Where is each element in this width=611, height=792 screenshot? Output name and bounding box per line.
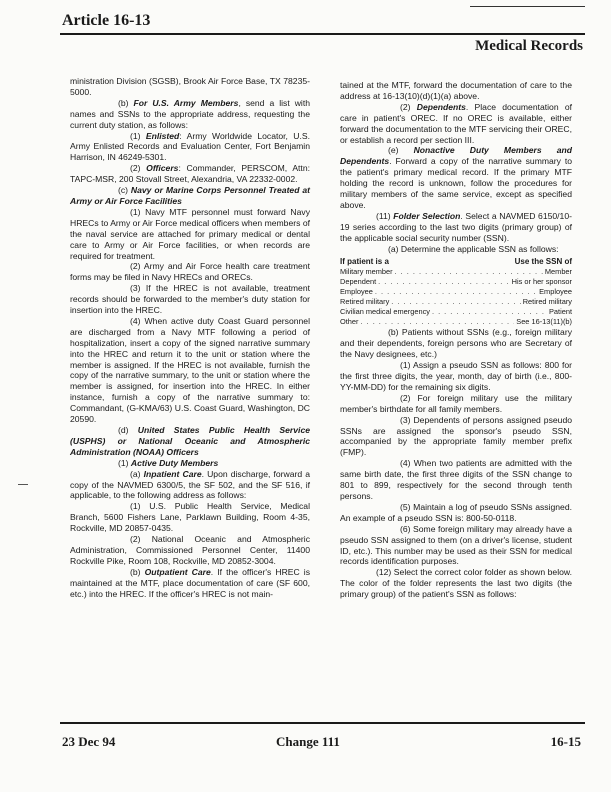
page-number: 16-15 <box>550 734 581 749</box>
right-column <box>340 80 572 600</box>
paragraph: (2) National Oceanic and Atmospheric Administration, Commissioned Personnel Center, 11400 Rockville Pike, Room 108, Rockville, MD 20852-3004. <box>70 534 310 566</box>
footer-rule <box>60 722 585 724</box>
ssn-cell-left: Other <box>340 317 359 327</box>
para-number: (c) <box>118 185 131 196</box>
ssn-row <box>340 317 572 327</box>
para-number: (b) <box>118 97 134 108</box>
para-number: (d) <box>118 425 138 435</box>
ssn-header-left: If patient is a <box>340 256 389 266</box>
ssn-cell-right: Retired military <box>522 297 572 307</box>
para-text: . Forward a copy of the narrative summary to the patient's primary medical record. If the primary MTF holding the record is unknown, follow the procedures for military members of the same service, except as specified above. <box>340 156 572 210</box>
para-number: (1) <box>130 130 146 141</box>
para-text: . Place documentation of care in patient's OREC. If no OREC is available, either forward the documentation to the MTF servicing their OREC, or establish a record per section III. <box>340 101 573 145</box>
paragraph <box>70 185 310 207</box>
para-heading: Navy or Marine Corps Personnel Treated at Army or Air Force Facilities <box>70 185 310 206</box>
ssn-row <box>340 307 572 317</box>
para-number: (a) <box>130 468 144 479</box>
para-text: : Army Worldwide Locator, U.S. Army Enlisted Records and Evaluation Center, Fort Benjamin Harrison, IN 46249-5301. <box>70 130 311 163</box>
para-number: (e) <box>388 145 414 156</box>
paragraph: (4) When active duty Coast Guard personnel are discharged from a Navy MTF following a period of hospitalization, insert a copy of the signed narrative summary into the HREC and return it to the unit or station where the member is assigned. If the HREC is not available, furnish the copy of the narrative summary, to the unit or station where the member is assigned, for insertion into the HREC. In either instance, furnish a copy of the narrative summary to: Commandant, (G-KMA/63) U.S. Coast Guard, Washington, DC 20590. <box>70 315 310 425</box>
paragraph <box>70 98 310 131</box>
paragraph <box>340 211 572 244</box>
para-number: (1) <box>118 457 131 468</box>
para-heading: United States Public Health Service (USPHS) or National Oceanic and Atmospheric Administration (NOAA) Officers <box>70 425 311 457</box>
ssn-cell-left: Retired military <box>340 297 390 307</box>
leader-dots <box>375 287 537 297</box>
para-heading: Inpatient Care <box>143 468 202 479</box>
leader-dots <box>432 307 547 317</box>
paragraph: (2) Army and Air Force health care treatment forms may be filed in Navy HRECs and ORECs. <box>70 261 310 283</box>
margin-mark <box>18 484 28 485</box>
para-text: , send a list with names and SSNs to the appropriate address, requesting the current duty station, as follows: <box>70 97 311 130</box>
paragraph <box>70 131 310 164</box>
paragraph: (2) For foreign military use the military member's birthdate for all family members. <box>340 392 572 414</box>
leader-dots <box>360 317 514 327</box>
para-number: (2) <box>400 101 417 112</box>
footer-date: 23 Dec 94 <box>62 734 116 749</box>
paragraph: (5) Maintain a log of pseudo SSNs assigned. An example of a pseudo SSN is: 800-50-0118. <box>340 501 572 523</box>
top-corner-rule <box>470 6 585 7</box>
ssn-cell-right: Member <box>544 267 572 277</box>
footer-change: Change 111 <box>276 734 340 749</box>
paragraph <box>70 469 310 502</box>
ssn-cell-right: His or her sponsor <box>511 277 572 287</box>
para-text: . Select a NAVMED 6150/10-19 series according to the last two digits (primary group) of the applicable social security number (SSN). <box>340 210 572 243</box>
para-number: (2) <box>130 163 147 174</box>
paragraph: (3) Dependents of persons assigned pseudo SSNs are assigned the sponsor's pseudo SSN, accompanied by the appropriate family member prefix (FMP). <box>340 414 572 458</box>
left-column <box>70 76 310 600</box>
ssn-cell-right: Patient <box>548 307 572 317</box>
ssn-header-right: Use the SSN of <box>514 256 572 266</box>
ssn-table-header <box>340 257 572 268</box>
paragraph: tained at the MTF, forward the documentation of care to the address at 16-13(10)(d)(1)(a) above. <box>340 80 572 101</box>
ssn-row <box>340 297 572 307</box>
paragraph <box>70 425 310 458</box>
paragraph: (b) Patients without SSNs (e.g., foreign military and their dependents, foreign persons who are Secretary of the Navy designees, etc.) <box>340 327 572 360</box>
para-number: (11) <box>376 210 394 221</box>
para-heading: Folder Selection <box>393 210 461 221</box>
para-text: . If the officer's HREC is maintained at the MTF, place documentation of care (SF 600, etc.) into the HREC. If the officer's HREC is not main- <box>70 566 310 599</box>
ssn-row <box>340 267 572 277</box>
ssn-row <box>340 287 572 297</box>
paragraph <box>70 163 310 185</box>
para-heading: Outpatient Care <box>144 566 211 577</box>
para-heading: Enlisted <box>145 130 180 141</box>
leader-dots <box>391 297 520 307</box>
paragraph: (4) When two patients are admitted with the same birth date, the first three digits of the SSN change to 801 to 899, respectively for the second through tenth persons. <box>340 458 572 501</box>
para-text: : Commander, PERSCOM, Attn: TAPC-MSR, 200 Stovall Street, Alexandria, VA 22332-0002. <box>70 163 310 185</box>
para-text: . Upon discharge, forward a copy of the NAVMED 6300/5, the SF 502, and the SF 516, if applicable, to the following address as follows: <box>70 468 310 501</box>
para-heading: Dependents <box>416 101 466 112</box>
ssn-cell-left: Civilian medical emergency <box>340 307 430 317</box>
running-header-article: Article 16-13 <box>62 12 151 29</box>
ssn-cell-left: Military member <box>340 267 393 277</box>
paragraph: (1) U.S. Public Health Service, Medical Branch, 5600 Fishers Lane, Parklawn Building, Room 4-35, Rockville, MD 20857-0435. <box>70 501 310 534</box>
leader-dots <box>395 267 543 277</box>
ssn-cell-right: See 16-13(11)(b) <box>516 317 572 327</box>
para-heading: Officers <box>146 163 179 174</box>
ssn-table <box>340 267 572 327</box>
paragraph: (12) Select the correct color folder as shown below. The color of the folder represents the last two digits (the primary group) of the patient's SSN as follows: <box>340 567 572 600</box>
leader-dots <box>378 277 509 287</box>
paragraph: (6) Some foreign military may already have a pseudo SSN assigned to them (on a driver's license, student ID, etc.). This number may be used as their SSN for medical records identification purposes. <box>340 523 572 567</box>
paragraph: (1) Navy MTF personnel must forward Navy HRECs to Army or Air Force medical officers when members of the naval service are attached for primary medical or dental care to Army or Air Force facilities, or when records are required for treatment. <box>70 206 310 261</box>
ssn-cell-left: Dependent <box>340 277 377 287</box>
ssn-cell-left: Employee <box>340 287 373 297</box>
paragraph <box>70 567 310 600</box>
paragraph <box>340 102 572 146</box>
paragraph: (a) Determine the applicable SSN as follows: <box>388 243 559 254</box>
para-heading: Active Duty Members <box>130 457 219 468</box>
para-heading: For U.S. Army Members <box>133 97 239 108</box>
paragraph: ministration Division (SGSB), Brook Air Force Base, TX 78235-5000. <box>70 76 310 97</box>
ssn-row <box>340 277 572 287</box>
para-number: (b) <box>130 566 145 577</box>
para-heading: Nonactive Duty Members and Dependents <box>340 145 573 167</box>
paragraph: (1) Assign a pseudo SSN as follows: 800 for the first three digits, the year, month, day of birth (i.e., 800-YY-MM-DD) for the remaining six digits. <box>340 360 572 392</box>
paragraph: (3) If the HREC is not available, treatment records should be forwarded to the member's duty station for insertion into the HREC. <box>70 283 310 316</box>
paragraph <box>70 458 310 469</box>
paragraph <box>340 145 572 210</box>
running-header-title: Medical Records <box>475 38 583 54</box>
header-rule <box>60 33 585 35</box>
ssn-cell-right: Employee <box>539 287 572 297</box>
